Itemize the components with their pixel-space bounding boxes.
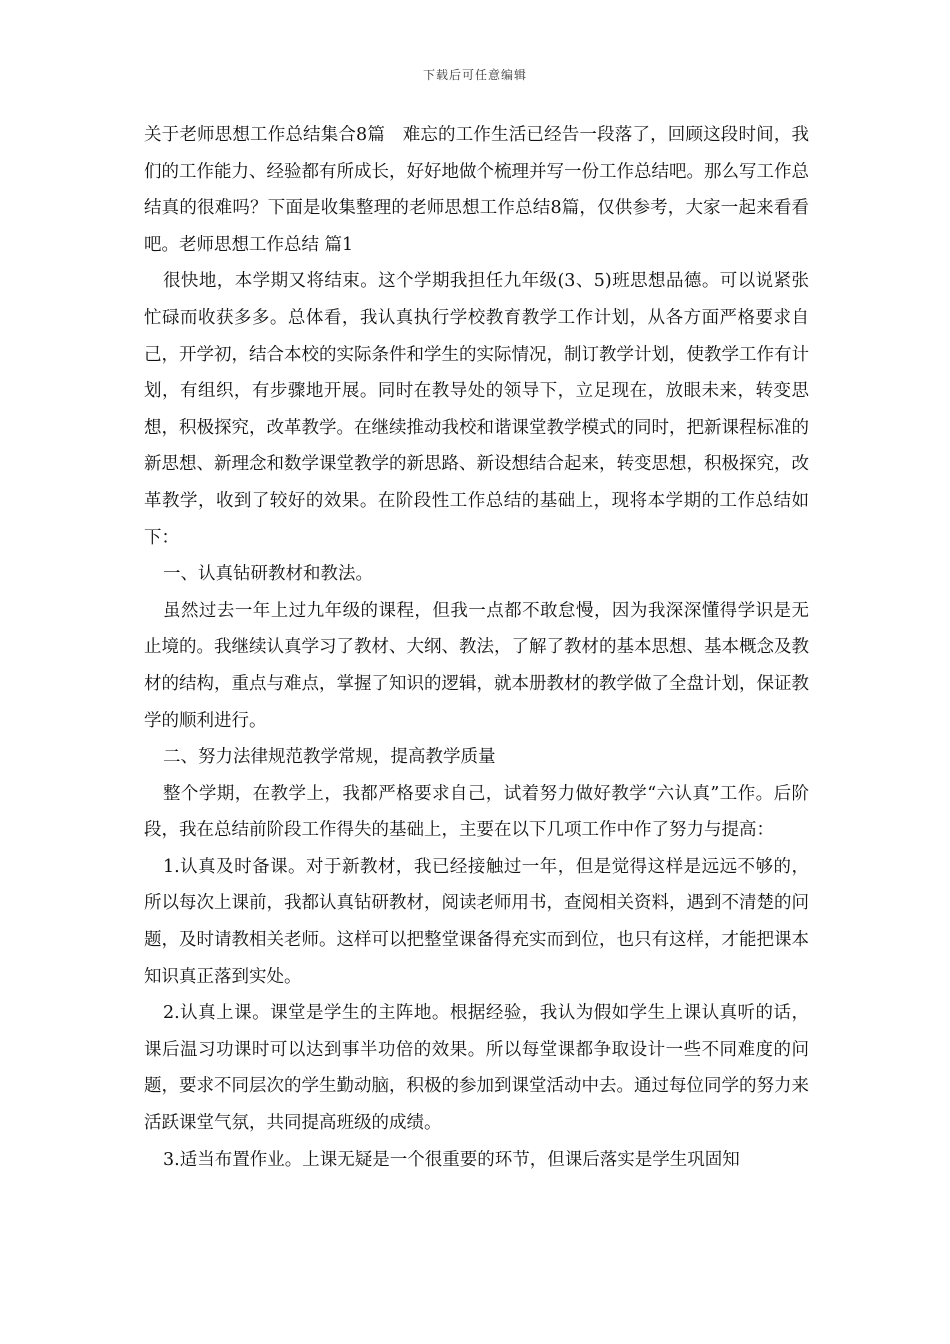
section-heading: 一、认真钻研教材和教法。 xyxy=(163,564,373,585)
document-body xyxy=(144,117,809,1178)
list-item-paragraph: 2.认真上课。课堂是学生的主阵地。根据经验，我认为假如学生上课认真听的话，课后温习功课时可以达到事半功倍的效果。所以每堂课都争取设计一些不同难度的问题，要求不同层次的学生勤动脑，积极的参加到课堂活动中去。通过每位同学的努力来活跃课堂气氛，共同提高班级的成绩。 xyxy=(144,1003,809,1134)
body-paragraph: 很快地，本学期又将结束。这个学期我担任九年级(3、5)班思想品德。可以说紧张忙碌而收获多多。总体看，我认真执行学校教育教学工作计划，从各方面严格要求自己，开学初，结合本校的实际条件和学生的实际情况，制订教学计划，使教学工作有计划，有组织，有步骤地开展。同时在教导处的领导下，立足现在，放眼未来，转变思想，积极探究，改革教学。在继续推动我校和谐课堂教学模式的同时，把新课程标准的新思想、新理念和数学课堂教学的新思路、新设想结合起来，转变思想，积极探究，改革教学，收到了较好的效果。在阶段性工作总结的基础上，现将本学期的工作总结如下： xyxy=(144,271,809,548)
body-paragraph: 整个学期，在教学上，我都严格要求自己，试着努力做好教学“六认真”工作。后阶段，我在总结前阶段工作得失的基础上，主要在以下几项工作中作了努力与提高： xyxy=(144,783,809,841)
list-item-paragraph: 1.认真及时备课。对于新教材，我已经接触过一年，但是觉得这样是远远不够的，所以每次上课前，我都认真钻研教材，阅读老师用书，查阅相关资料，遇到不清楚的问题，及时请教相关老师。这样可以把整堂课备得充实而到位，也只有这样，才能把课本知识真正落到实处。 xyxy=(144,856,809,987)
intro-paragraph: 关于老师思想工作总结集合8篇 难忘的工作生活已经告一段落了，回顾这段时间，我们的工作能力、经验都有所成长，好好地做个梳理并写一份工作总结吧。那么写工作总结真的很难吗？下面是收集整理的老师思想工作总结8篇，仅供参考，大家一起来看看吧。老师思想工作总结 篇1 xyxy=(144,125,809,255)
section-heading: 二、努力法律规范教学常规，提高教学质量 xyxy=(163,747,496,768)
list-item-paragraph: 3.适当布置作业。上课无疑是一个很重要的环节，但课后落实是学生巩固知 xyxy=(163,1149,740,1170)
body-paragraph: 虽然过去一年上过九年级的课程，但我一点都不敢怠慢，因为我深深懂得学识是无止境的。我继续认真学习了教材、大纲、教法，了解了教材的基本思想、基本概念及教材的结构，重点与难点，掌握了知识的逻辑，就本册教材的教学做了全盘计划，保证教学的顺利进行。 xyxy=(144,600,809,731)
page-header-note: 下载后可任意编辑 xyxy=(422,68,527,82)
